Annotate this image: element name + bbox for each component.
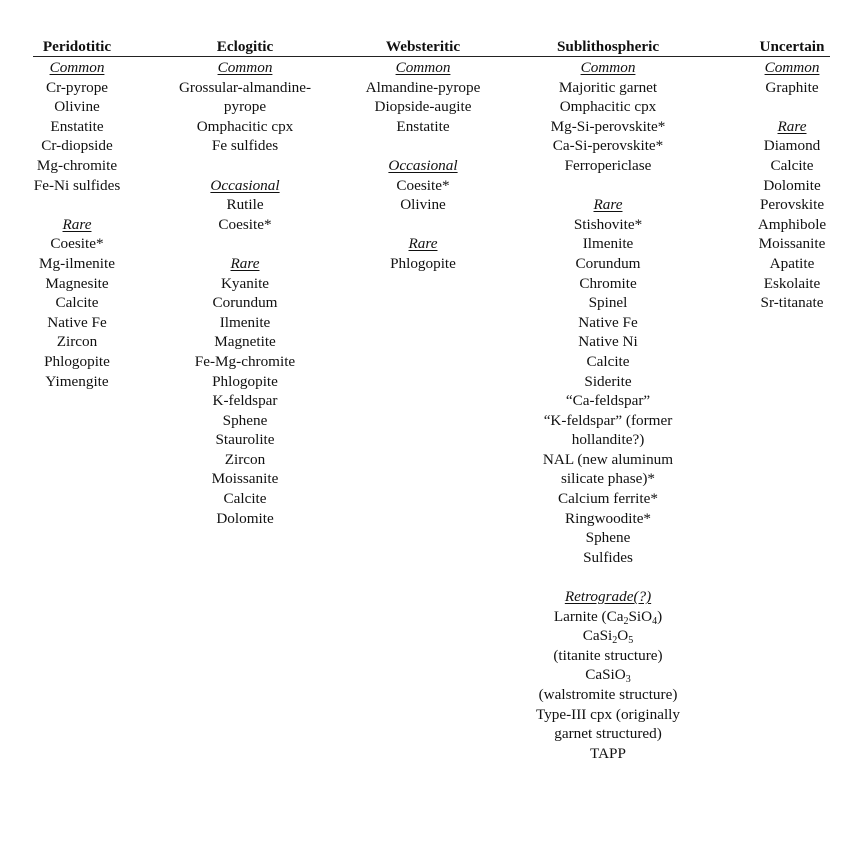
mineral-item: K-feldspar <box>212 392 278 410</box>
formula-text: Larnite (Ca <box>553 607 624 625</box>
formula-subscript: 2 <box>623 615 629 627</box>
mineral-item: Native Ni <box>578 333 638 351</box>
mineral-item: Ferropericlase <box>564 156 652 174</box>
group-title-rare: Rare <box>777 117 807 135</box>
mineral-item: Dolomite <box>763 176 821 194</box>
mineral-item: Coesite* <box>218 215 272 233</box>
mineral-item: Native Fe <box>578 313 638 331</box>
mineral-item: Zircon <box>224 450 266 468</box>
mineral-item: Magnesite <box>45 274 109 292</box>
mineral-item: Fe-Mg-chromite <box>194 352 296 370</box>
mineral-item: Spinel <box>588 294 628 312</box>
mineral-item: pyrope <box>223 98 267 116</box>
mineral-item: Kyanite <box>220 274 270 292</box>
mineral-item: Ca-Si-perovskite* <box>552 137 664 155</box>
mineral-item: Amphibole <box>757 215 827 233</box>
mineral-item: Calcium ferrite* <box>558 490 658 508</box>
mineral-item: Sr-titanate <box>760 294 824 312</box>
mineral-item: Phlogopite <box>44 352 110 370</box>
column-header-eclogitic: Eclogitic <box>216 38 274 55</box>
formula-text: CaSi <box>582 627 613 645</box>
formula-text: SiO <box>628 607 653 625</box>
mineral-item: Staurolite <box>215 431 275 449</box>
group-title-common: Common <box>217 59 273 76</box>
mineral-item: silicate phase)* <box>560 470 656 488</box>
mineral-item: Eskolaite <box>763 274 821 292</box>
mineral-inclusion-table <box>0 37 860 827</box>
mineral-item: Omphacitic cpx <box>196 117 294 135</box>
group-spacer <box>20 195 134 215</box>
mineral-item: Magnetite <box>214 333 276 351</box>
mineral-item: Olivine <box>400 196 446 214</box>
formula-text: O <box>617 627 629 645</box>
mineral-item: Almandine-pyrope <box>365 78 481 96</box>
mineral-item: Calcite <box>586 352 630 370</box>
group-title-common: Common <box>395 59 451 76</box>
mineral-item: Sphene <box>222 411 268 429</box>
formula-subscript: 3 <box>625 674 631 686</box>
mineral-item: Calcite <box>55 294 99 312</box>
group-title-common: Common <box>49 59 105 76</box>
mineral-item: Omphacitic cpx <box>559 98 657 116</box>
column-peridotitic <box>20 37 134 391</box>
mineral-item: Diamond <box>763 137 821 155</box>
column-sublithospheric <box>516 37 700 763</box>
formula-subscript: 4 <box>652 615 658 627</box>
mineral-item: Enstatite <box>396 117 450 135</box>
mineral-item: Ilmenite <box>219 313 271 331</box>
group-title-common: Common <box>764 59 820 76</box>
group-spacer <box>516 567 700 587</box>
column-header-websteritic: Websteritic <box>385 38 461 55</box>
mineral-item: NAL (new aluminum <box>542 450 674 468</box>
group-title-rare: Rare <box>593 196 623 214</box>
group-spacer <box>742 97 842 117</box>
mineral-item: Perovskite <box>759 196 825 214</box>
mineral-item: Chromite <box>579 274 637 292</box>
column-uncertain <box>742 37 842 313</box>
group-title-retrograde: Retrograde(?) <box>564 588 652 606</box>
mineral-item: Corundum <box>212 294 278 312</box>
mineral-item: Dolomite <box>216 509 274 527</box>
mineral-item-larnite <box>516 607 700 627</box>
mineral-item: Stishovite* <box>573 215 643 233</box>
mineral-item: Sulfides <box>583 548 633 566</box>
mineral-item: Grossular-almandine- <box>178 78 312 96</box>
mineral-item: Corundum <box>575 254 641 272</box>
mineral-item-casio3 <box>516 665 700 685</box>
group-title-rare: Rare <box>62 215 92 233</box>
group-title-common: Common <box>580 59 636 76</box>
mineral-item-casi2o5 <box>516 626 700 646</box>
mineral-item: hollandite?) <box>571 431 645 449</box>
mineral-item: Apatite <box>769 254 815 272</box>
formula-subscript: 5 <box>628 635 634 647</box>
group-spacer <box>516 176 700 196</box>
mineral-item: Mg-Si-perovskite* <box>550 117 666 135</box>
mineral-item: Ilmenite <box>582 235 634 253</box>
group-spacer <box>350 215 496 235</box>
mineral-item: Siderite <box>584 372 632 390</box>
formula-text: CaSiO <box>585 666 626 684</box>
mineral-item: Diopside-augite <box>374 98 472 116</box>
group-title-rare: Rare <box>408 235 438 253</box>
mineral-item: Type-III cpx (originally <box>535 705 680 723</box>
mineral-item: (titanite structure) <box>553 646 663 664</box>
group-title-occasional: Occasional <box>210 176 280 194</box>
mineral-item: Fe sulfides <box>211 137 279 155</box>
mineral-item: Mg-ilmenite <box>39 254 115 272</box>
column-eclogitic <box>158 37 332 528</box>
mineral-item: Zircon <box>56 333 98 351</box>
mineral-item: Cr-pyrope <box>45 78 109 96</box>
mineral-item: Ringwoodite* <box>564 509 652 527</box>
column-header-uncertain: Uncertain <box>759 38 825 55</box>
mineral-item: TAPP <box>590 744 626 762</box>
mineral-item: Coesite* <box>50 235 104 253</box>
group-title-occasional: Occasional <box>388 156 458 174</box>
mineral-item: Native Fe <box>47 313 107 331</box>
mineral-item: Majoritic garnet <box>558 78 658 96</box>
mineral-item: Calcite <box>223 490 267 508</box>
column-header-sublithospheric: Sublithospheric <box>556 38 660 55</box>
formula-subscript: 2 <box>612 635 618 647</box>
mineral-item: Enstatite <box>50 117 104 135</box>
mineral-item: Yimengite <box>45 372 109 390</box>
column-header-peridotitic: Peridotitic <box>42 38 112 55</box>
group-title-rare: Rare <box>230 254 260 272</box>
mineral-item: Coesite* <box>396 176 450 194</box>
formula-text: ) <box>657 607 663 625</box>
mineral-item: Phlogopite <box>212 372 278 390</box>
mineral-item: garnet structured) <box>554 725 662 743</box>
mineral-item: Cr-diopside <box>41 137 113 155</box>
group-spacer <box>350 136 496 156</box>
mineral-item: (walstromite structure) <box>538 686 678 703</box>
mineral-item: Fe-Ni sulfides <box>33 176 121 194</box>
mineral-item: Moissanite <box>211 470 279 488</box>
mineral-item: “Ca-feldspar” <box>565 392 651 410</box>
group-spacer <box>158 156 332 176</box>
mineral-item: Sphene <box>585 529 631 547</box>
column-websteritic <box>350 37 496 274</box>
mineral-item: Olivine <box>54 98 100 116</box>
mineral-item: Moissanite <box>758 235 826 253</box>
mineral-item: “K-feldspar” (former <box>543 411 673 429</box>
group-spacer <box>158 234 332 254</box>
mineral-item: Rutile <box>226 196 264 214</box>
mineral-item: Mg-chromite <box>36 156 118 174</box>
mineral-item: Calcite <box>770 156 814 174</box>
mineral-item: Graphite <box>765 78 819 96</box>
mineral-item: Phlogopite <box>390 254 456 272</box>
